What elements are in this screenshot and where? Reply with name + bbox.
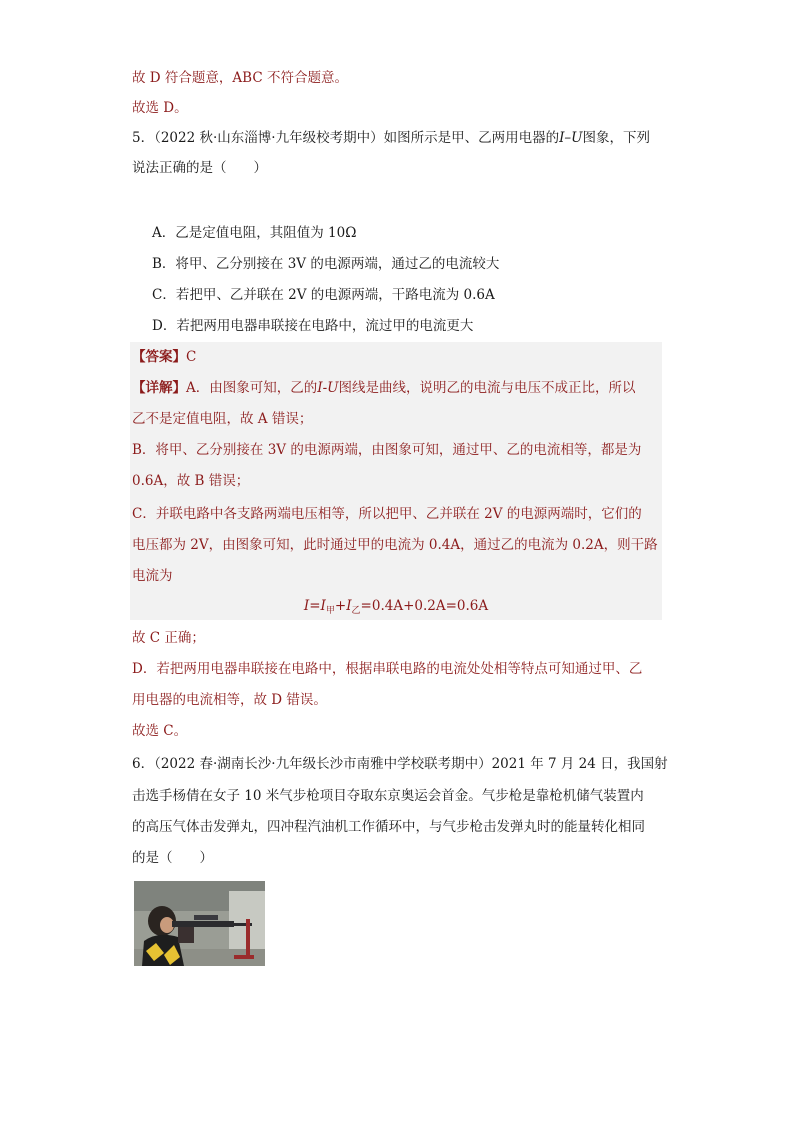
question-6-line-3: 的高压气体击发弹丸，四冲程汽油机工作循环中，与气步枪击发弹丸时的能量转化相同 (132, 819, 645, 835)
question-5-line-1: 5．（2022 秋·山东淄博·九年级校考期中）如图所示是甲、乙两用电器的I–U图象，下列 (132, 130, 651, 146)
detail-d-line-2: 用电器的电流相等，故 D 错误。 (132, 692, 327, 708)
shooter-photo (134, 881, 265, 966)
answer-line: 【答案】C (132, 349, 197, 365)
detail-a-line-2: 乙不是定值电阻，故 A 错误； (132, 411, 313, 427)
question-6-line-1: 6．（2022 春·湖南长沙·九年级长沙市南雅中学校联考期中）2021 年 7 月 24 日，我国射 (132, 756, 668, 772)
detail-c-line-3: 电流为 (132, 568, 173, 584)
detail-d-line-1: D．若把两用电器串联接在电路中，根据串联电路的电流处处相等特点可知通过甲、乙 (132, 661, 643, 677)
detail-b-line-2: 0.6A，故 B 错误； (132, 473, 250, 489)
detail-b-line-1: B．将甲、乙分别接在 3V 的电源两端，由图象可知，通过甲、乙的电流相等，都是为 (132, 442, 642, 458)
option-c: C．若把甲、乙并联在 2V 的电源两端，干路电流为 0.6A (152, 287, 495, 303)
current-formula: $I=I_甲+I_乙=0.4A+0.2A=0.6A$ (303, 598, 489, 616)
detail-c-line-1: C．并联电路中各支路两端电压相等，所以把甲、乙并联在 2V 的电源两端时，它们的 (132, 506, 642, 522)
detail-a-line-1: 【详解】A．由图象可知，乙的I-U图线是曲线，说明乙的电流与电压不成正比，所以 (132, 380, 636, 396)
choice-text: 故选 D。 (132, 100, 188, 116)
choice-c-text: 故选 C。 (132, 723, 188, 739)
question-5-line-2: 说法正确的是（ ） (132, 160, 267, 176)
detail-c-conclusion: 故 C 正确； (132, 630, 205, 646)
conclusion-text: 故 D 符合题意，ABC 不符合题意。 (132, 70, 348, 86)
option-d: D．若把两用电器串联接在电路中，流过甲的电流更大 (152, 318, 474, 334)
question-6-line-2: 击选手杨倩在女子 10 米气步枪项目夺取东京奥运会首金。气步枪是靠枪机储气装置内 (132, 788, 644, 804)
detail-c-line-2: 电压都为 2V，由图象可知，此时通过甲的电流为 0.4A，通过乙的电流为 0.2A，则干路 (132, 537, 658, 553)
shooter-photo-drawing (134, 881, 265, 966)
question-6-line-4: 的是（ ） (132, 850, 213, 866)
option-b: B．将甲、乙分别接在 3V 的电源两端，通过乙的电流较大 (152, 256, 500, 272)
option-a: A．乙是定值电阻，其阻值为 10Ω (152, 225, 357, 241)
